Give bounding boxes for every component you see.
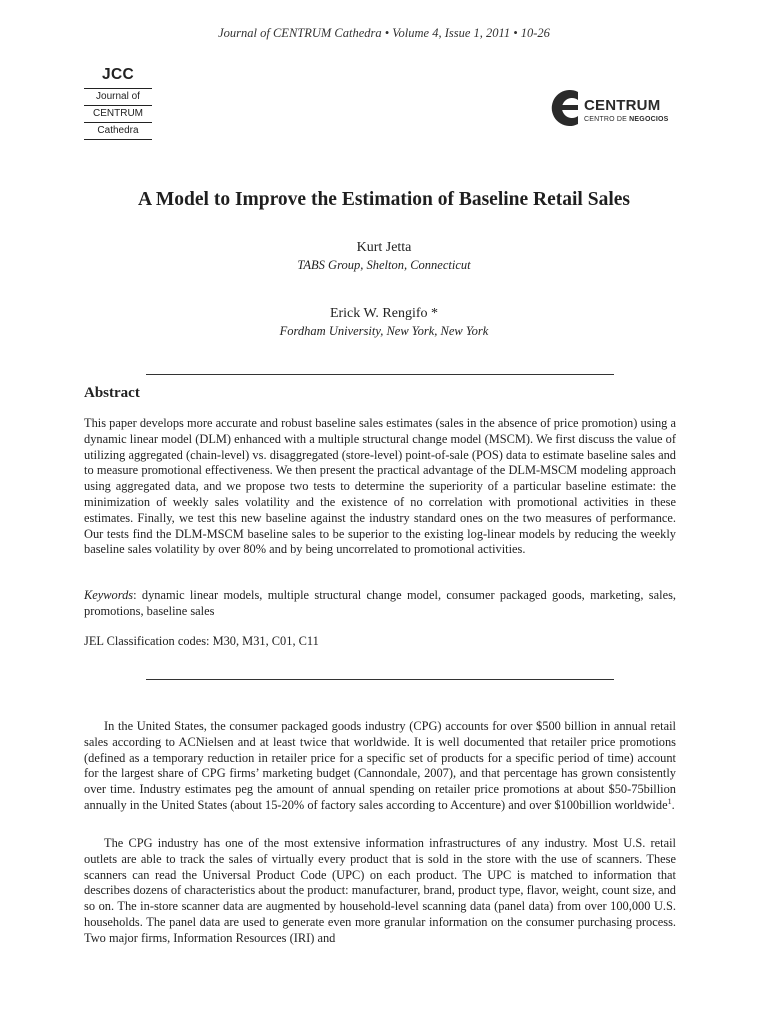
- author-affiliation: TABS Group, Shelton, Connecticut: [297, 258, 471, 272]
- divider: [146, 374, 614, 375]
- abstract-heading: Abstract: [84, 385, 140, 401]
- footnote-marker: 1: [667, 796, 672, 806]
- centrum-logo: [544, 86, 684, 130]
- keywords-list: : dynamic linear models, multiple structural change model, consumer packaged goods, marketing, sales, promotions, baseline sales: [84, 588, 676, 618]
- abstract-text: This paper develops more accurate and robust baseline sales estimates (sales in the absence of price promotion) using a dynamic linear model (DLM) enhanced with a multiple structural change model (MSCM). We first discuss the value of utilizing aggregated (chain-level) vs. disaggregated (store-level) point-of-sale (POS) data to estimate baseline sales and to measure promotional effectiveness. We then present the practical advantage of the DLM-MSCM modeling approach using aggregated data, and we propose two tests to determine the superiority of a particular baseline estimate: the minimization of weekly sales volatility and the existence of no correlation with promotional activities in these estimates. Finally, we test this new baseline against the industry standard ones on the two measures of performance. Our tests find the DLM-MSCM baseline sales to be superior to the existing log-linear models by reducing the weekly baseline sales volatility by over 80% and by being uncorrelated to promotional activities.: [84, 416, 676, 557]
- author-name: Kurt Jetta: [356, 240, 412, 255]
- jcc-logo-line1: Journal of: [84, 89, 152, 106]
- centrum-subtitle-part1: CENTRO DE: [584, 116, 630, 123]
- centrum-subtitle-part2: NEGOCIOS: [629, 116, 669, 123]
- running-header: Journal of CENTRUM Cathedra • Volume 4, Issue 1, 2011 • 10-26: [218, 26, 550, 40]
- author-name: Erick W. Rengifo *: [329, 306, 439, 321]
- centrum-logo-name: CENTRUM: [584, 97, 661, 114]
- body-paragraph-end: .: [671, 797, 675, 812]
- author-affiliation: Fordham University, New York, New York: [279, 324, 489, 338]
- jel-codes: JEL Classification codes: M30, M31, C01, C11: [84, 634, 319, 648]
- body-paragraph-text: In the United States, the consumer packaged goods industry (CPG) accounts for over $500 billion in annual retail sales according to ACNielsen and at least twice that worldwide. It is well documented that retailer price promotions (defined as a temporary reduction in retailer price for a specific set of products for a specific period of time) account for the largest share of CPG firms’ marketing budget (Cannondale, 2007), and that percentage has grown consistently over time. Industry estimates peg the amount of annual spending on retailer price promotions at about $50-75billion annually in the United States (about 15-20% of factory sales according to Accenture) and over $100billion worldwide: [84, 719, 676, 812]
- centrum-mark-icon: [544, 86, 584, 130]
- paper-title: A Model to Improve the Estimation of Baseline Retail Sales: [138, 189, 630, 210]
- centrum-logo-subtitle: [584, 116, 669, 123]
- keywords: [84, 588, 676, 620]
- jcc-logo-line2: CENTRUM: [84, 106, 152, 123]
- body-paragraph: [84, 719, 676, 814]
- jcc-logo-line3: Cathedra: [84, 123, 152, 140]
- divider: [146, 679, 614, 680]
- body-paragraph: The CPG industry has one of the most extensive information infrastructures of any industry. Most U.S. retail outlets are able to track the sales of virtually every product that is sold in the store with the use of scanners. These scanners can read the Universal Product Code (UPC) on each product. The UPC is matched to information that describes dozens of characteristics about the product: manufacturer, brand, product type, flavor, weight, count size, and so on. The in-store scanner data are augmented by household-level scanning data (panel data) from over 100,000 U.S. households. The panel data are used to generate even more granular information on the consumer purchasing process. Two major firms, Information Resources (IRI) and: [84, 836, 676, 945]
- jcc-logo-abbr: JCC: [84, 66, 152, 89]
- jcc-logo: [84, 66, 152, 140]
- keywords-label: Keywords: [84, 588, 134, 602]
